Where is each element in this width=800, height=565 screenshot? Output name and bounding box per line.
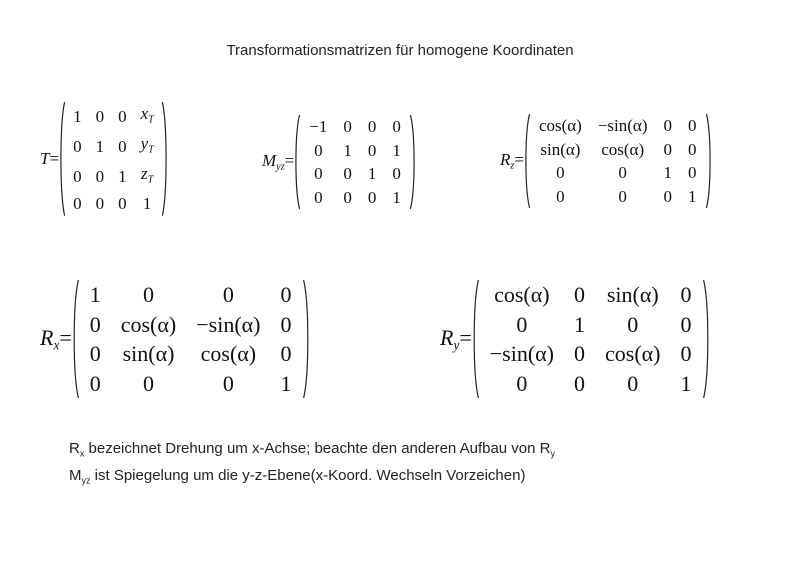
matrix-cell: 1 bbox=[89, 282, 101, 307]
matrix-cell: 1 bbox=[343, 140, 352, 160]
matrix-cell: 0 bbox=[222, 282, 234, 307]
matrix-cell: 0 bbox=[314, 164, 323, 183]
matrix-cell: 0 bbox=[688, 116, 697, 135]
matrix-ry bbox=[472, 280, 710, 398]
matrix-row bbox=[480, 280, 702, 310]
left-paren bbox=[472, 280, 480, 398]
matrix-myz bbox=[294, 115, 416, 209]
matrix-cell: 0 bbox=[73, 137, 82, 157]
matrix-cell: 0 bbox=[280, 282, 292, 307]
matrix-cell: 0 bbox=[95, 194, 105, 214]
matrix-row bbox=[66, 162, 161, 192]
matrix-cell: 0 bbox=[367, 140, 377, 160]
matrix-cell: cos(α) bbox=[200, 341, 257, 366]
matrix-cell: 0 bbox=[516, 370, 528, 396]
matrix-row bbox=[80, 339, 302, 369]
matrix-row bbox=[480, 339, 702, 369]
matrix-row bbox=[531, 138, 705, 162]
matrix-cell: 0 bbox=[89, 311, 101, 337]
matrix-row bbox=[301, 162, 409, 186]
matrix-cell: 0 bbox=[118, 194, 127, 214]
matrix-cell: 1 bbox=[95, 137, 105, 157]
matrix-cell: 0 bbox=[574, 341, 585, 366]
matrix-cell: 1 bbox=[367, 164, 377, 183]
matrix-row bbox=[480, 310, 702, 340]
matrix-cell: 0 bbox=[343, 187, 352, 207]
left-paren bbox=[59, 102, 66, 216]
right-paren bbox=[705, 114, 712, 208]
notes bbox=[69, 438, 555, 491]
matrix-cell: 0 bbox=[688, 163, 697, 182]
matrix-cell: 0 bbox=[663, 139, 672, 159]
matrix-row bbox=[531, 185, 705, 209]
matrix-cell: cos(α) bbox=[601, 139, 645, 159]
matrix-cell: 0 bbox=[280, 341, 292, 366]
matrix-cell: 0 bbox=[118, 107, 127, 127]
matrix-cell: $x_T$ bbox=[140, 104, 154, 126]
matrix-cell: 1 bbox=[663, 163, 672, 182]
matrix-cell: 1 bbox=[280, 370, 292, 396]
matrix-row bbox=[66, 192, 161, 216]
matrix-cell: 1 bbox=[392, 140, 401, 160]
matrix-cell: 0 bbox=[95, 167, 105, 187]
matrix-rz-equation bbox=[500, 114, 712, 208]
matrix-cell: 0 bbox=[118, 137, 127, 157]
matrix-t bbox=[59, 102, 168, 216]
matrix-row bbox=[531, 114, 705, 138]
matrix-t-grid bbox=[66, 102, 161, 216]
matrix-cell: 0 bbox=[618, 186, 627, 206]
left-paren bbox=[524, 114, 531, 208]
matrix-ry-grid bbox=[480, 280, 702, 398]
matrix-myz-equation bbox=[262, 115, 416, 209]
matrix-cell: 0 bbox=[680, 341, 692, 366]
matrix-cell: −1 bbox=[309, 117, 328, 136]
matrix-cell: 1 bbox=[392, 187, 401, 207]
matrix-cell: 0 bbox=[627, 370, 639, 396]
matrix-cell: 0 bbox=[343, 117, 352, 136]
matrix-row bbox=[66, 132, 161, 162]
matrix-cell: cos(α) bbox=[494, 282, 550, 307]
matrix-cell: 0 bbox=[343, 164, 352, 183]
matrix-cell: 0 bbox=[663, 116, 672, 135]
matrix-cell: 0 bbox=[627, 311, 639, 337]
matrix-cell: 0 bbox=[663, 186, 672, 206]
matrix-row bbox=[80, 280, 302, 310]
matrix-rx-grid bbox=[80, 280, 302, 398]
matrix-cell: 1 bbox=[574, 311, 585, 337]
matrix-cell: 1 bbox=[688, 186, 697, 206]
matrix-cell: cos(α) bbox=[605, 341, 661, 366]
matrix-myz-grid bbox=[301, 115, 409, 209]
right-paren bbox=[302, 280, 310, 398]
matrix-cell: $z_T$ bbox=[141, 164, 154, 186]
matrix-row bbox=[66, 102, 161, 132]
matrix-cell: $y_T$ bbox=[140, 134, 154, 156]
matrix-cell: 1 bbox=[73, 107, 82, 127]
matrix-cell: 0 bbox=[73, 167, 82, 187]
matrix-row bbox=[301, 139, 409, 163]
matrix-cell: 0 bbox=[367, 187, 377, 207]
matrix-rx-equation bbox=[40, 280, 310, 398]
matrix-cell: 0 bbox=[314, 140, 323, 160]
matrix-cell: 1 bbox=[118, 167, 127, 187]
matrix-cell: 0 bbox=[89, 370, 101, 396]
matrix-cell: 0 bbox=[73, 194, 82, 214]
matrix-cell: −sin(α) bbox=[597, 116, 648, 135]
matrix-cell: 0 bbox=[89, 341, 101, 366]
matrix-cell: 0 bbox=[142, 370, 154, 396]
matrix-cell: 0 bbox=[574, 282, 585, 307]
matrix-cell: sin(α) bbox=[606, 282, 659, 307]
matrix-cell: 0 bbox=[367, 117, 377, 136]
matrix-row bbox=[301, 186, 409, 210]
matrix-cell: 1 bbox=[142, 194, 152, 214]
right-paren bbox=[409, 115, 416, 209]
left-paren bbox=[72, 280, 80, 398]
matrix-cell: sin(α) bbox=[540, 139, 581, 159]
matrix-cell: 0 bbox=[95, 107, 105, 127]
matrix-t-equation bbox=[40, 102, 168, 216]
matrix-rz bbox=[524, 114, 712, 208]
matrix-rz-label: $R_z=$ bbox=[500, 150, 524, 172]
matrix-rx bbox=[72, 280, 310, 398]
matrix-cell: 1 bbox=[680, 370, 692, 396]
left-paren bbox=[294, 115, 301, 209]
matrix-cell: −sin(α) bbox=[196, 311, 261, 337]
page-title: Transformationsmatrizen für homogene Koordinaten bbox=[226, 42, 574, 59]
matrix-cell: cos(α) bbox=[538, 116, 582, 135]
matrix-cell: cos(α) bbox=[120, 311, 177, 337]
matrix-cell: 0 bbox=[314, 187, 323, 207]
matrix-row bbox=[80, 310, 302, 340]
matrix-cell: 0 bbox=[142, 282, 154, 307]
matrix-cell: 0 bbox=[556, 186, 565, 206]
matrix-cell: 0 bbox=[688, 139, 697, 159]
matrix-ry-equation bbox=[440, 280, 710, 398]
matrix-cell: 0 bbox=[392, 164, 401, 183]
matrix-cell: sin(α) bbox=[122, 341, 175, 366]
note-line-2: $M_{yz}$ ist Spiegelung um die y-z-Ebene(x-Koord. Wechseln Vorzeichen) bbox=[69, 466, 526, 486]
matrix-row bbox=[80, 369, 302, 399]
matrix-row bbox=[301, 115, 409, 139]
right-paren bbox=[702, 280, 710, 398]
matrix-myz-label: $M_{yz}=$ bbox=[262, 151, 295, 173]
matrix-cell: 0 bbox=[680, 282, 692, 307]
matrix-cell: 0 bbox=[618, 163, 627, 182]
matrix-cell: 0 bbox=[280, 311, 292, 337]
matrix-row bbox=[480, 369, 702, 399]
matrix-t-label: T= bbox=[40, 148, 60, 168]
right-paren bbox=[161, 102, 168, 216]
note-line-1: $R_x$ bezeichnet Drehung um x-Achse; beachte den anderen Aufbau von $R_y$ bbox=[69, 440, 555, 459]
matrix-cell: 0 bbox=[680, 311, 692, 337]
matrix-ry-label: $R_y=$ bbox=[440, 324, 472, 353]
matrix-row bbox=[531, 161, 705, 185]
matrix-rz-grid bbox=[531, 114, 705, 208]
matrix-cell: 0 bbox=[222, 370, 234, 396]
matrix-cell: 0 bbox=[392, 117, 401, 136]
matrix-rx-label: $R_x=$ bbox=[40, 324, 72, 353]
matrix-cell: −sin(α) bbox=[489, 341, 554, 366]
matrix-cell: 0 bbox=[574, 370, 585, 396]
matrix-cell: 0 bbox=[516, 311, 528, 337]
matrix-cell: 0 bbox=[556, 163, 565, 182]
